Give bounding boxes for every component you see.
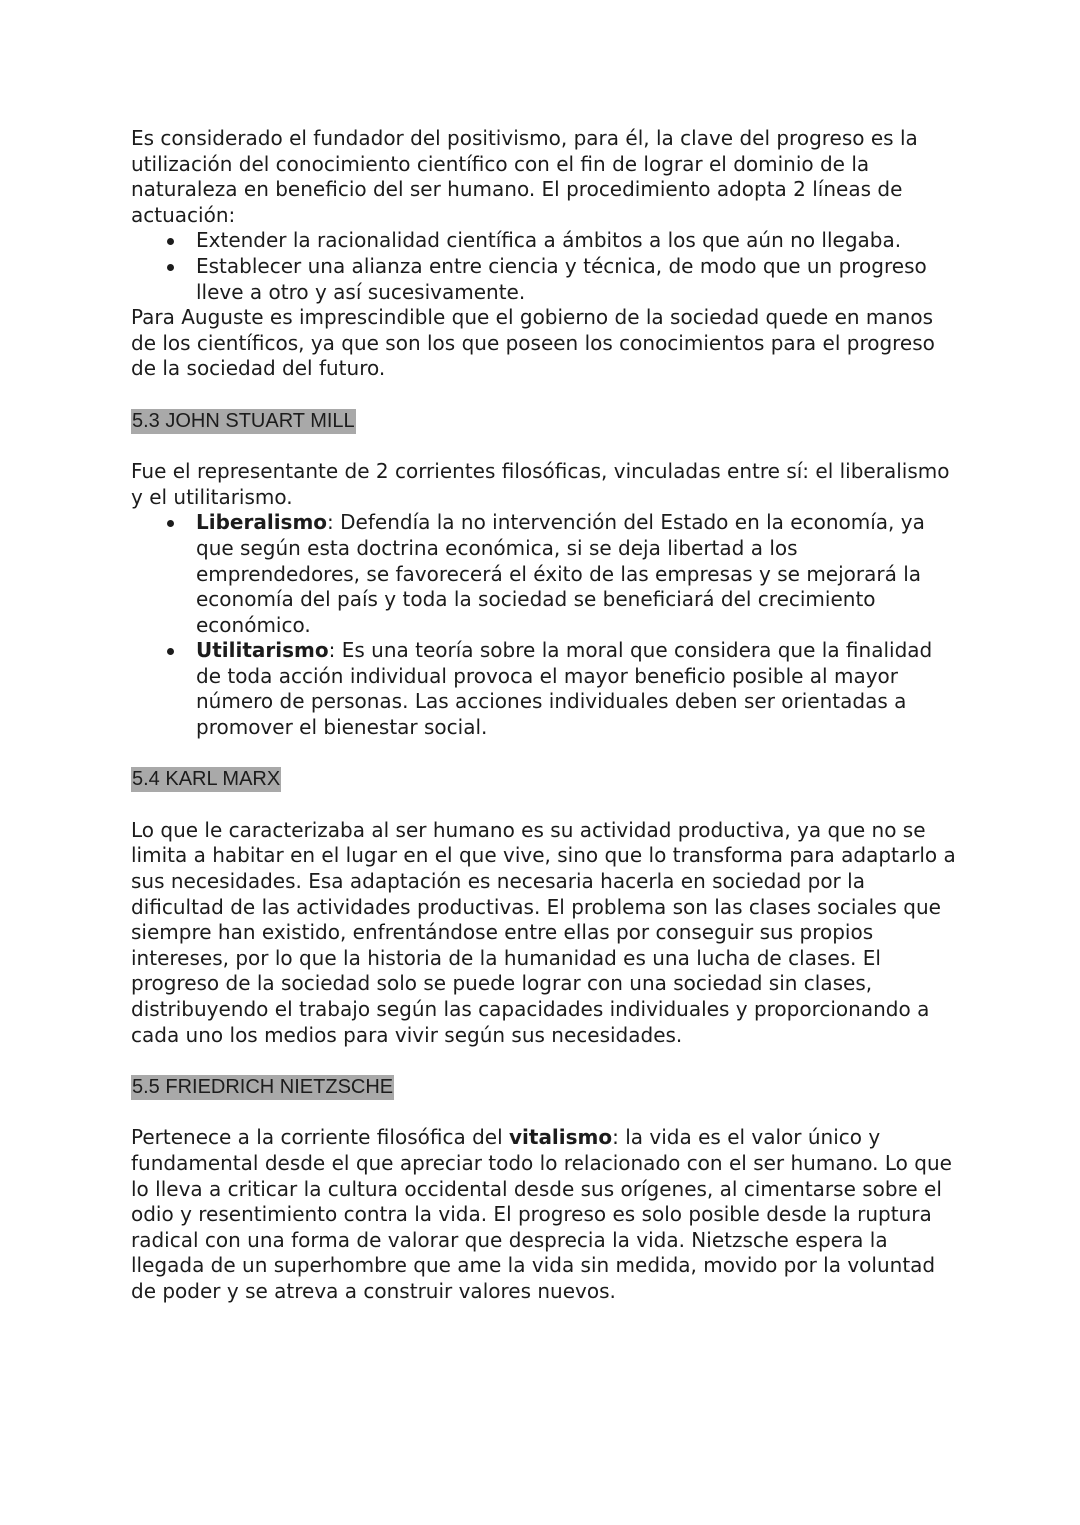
mill-bullet-list [131,510,961,740]
section-heading-nietzsche: 5.5 FRIEDRICH NIETZSCHE [132,1075,394,1098]
nietzsche-body [131,1125,961,1304]
nietzsche-body-end: : la vida es el valor único y fundamental desde el que apreciar todo lo relacionado con el ser humano. Lo que lo lleva a criticar la cultura occidental desde sus orígenes, al cimentarse sobre el odio y resentimiento contra la vida. El progreso es solo posible desde la ruptura radical con una forma de valorar que desprecia la vida. Nietzsche espera la llegada de un superhombre que ame la vida sin medida, movido por la voluntad de poder y se atreva a construir valores nuevos. [131,1125,952,1303]
document-page [131,126,961,1305]
nietzsche-body-start: Pertenece a la corriente filosófica del [131,1125,509,1150]
list-item [196,510,961,638]
liberalismo-text: : Defendía la no intervención del Estado en la economía, ya que según esta doctrina económica, si se deja libertad a los emprendedores, se favorecerá el éxito de las empresas y se mejorará la economía del país y toda la sociedad se beneficiará del crecimiento económico. [196,510,925,637]
marx-body: Lo que le caracterizaba al ser humano es su actividad productiva, ya que no se limita a habitar en el lugar en el que vive, sino que lo transforma para adaptarlo a sus necesidades. Esa adaptación es necesaria hacerla en sociedad por la dificultad de las actividades productivas. El problema son las clases sociales que siempre han existido, enfrentándose entre ellas por conseguir sus propios intereses, por lo que la historia de la humanidad es una lucha de clases. El progreso de la sociedad solo se puede lograr con una sociedad sin clases, distribuyendo el trabajo según las capacidades individuales y proporcionando a cada uno los medios para vivir según sus necesidades. [131,817,956,1047]
comte-intro: Es considerado el fundador del positivismo, para él, la clave del progreso es la utilización del conocimiento científico con el fin de lograr el dominio de la naturaleza en beneficio del ser humano. El procedimiento adopta 2 líneas de actuación: [131,126,918,227]
term-utilitarismo: Utilitarismo [196,638,329,663]
list-item: Extender la racionalidad científica a ámbitos a los que aún no llegaba. [196,228,961,254]
mill-intro: Fue el representante de 2 corrientes filosóficas, vinculadas entre sí: el liberalismo y el utilitarismo. [131,459,950,509]
comte-closing: Para Auguste es imprescindible que el gobierno de la sociedad quede en manos de los científicos, ya que son los que poseen los conocimientos para el progreso de la sociedad del futuro. [131,305,935,381]
section-heading-mill: 5.3 JOHN STUART MILL [132,409,355,432]
comte-bullet-list [131,228,961,305]
utilitarismo-text: : Es una teoría sobre la moral que considera que la finalidad de toda acción individual provoca el mayor beneficio posible al mayor número de personas. Las acciones individuales deben ser orientadas a promover el bienestar social. [196,638,933,740]
list-item [196,638,961,740]
term-vitalismo: vitalismo [508,1125,613,1150]
section-heading-marx: 5.4 KARL MARX [132,768,281,791]
list-item: Establecer una alianza entre ciencia y técnica, de modo que un progreso lleve a otro y así sucesivamente. [196,254,961,305]
term-liberalismo: Liberalismo [196,510,328,535]
